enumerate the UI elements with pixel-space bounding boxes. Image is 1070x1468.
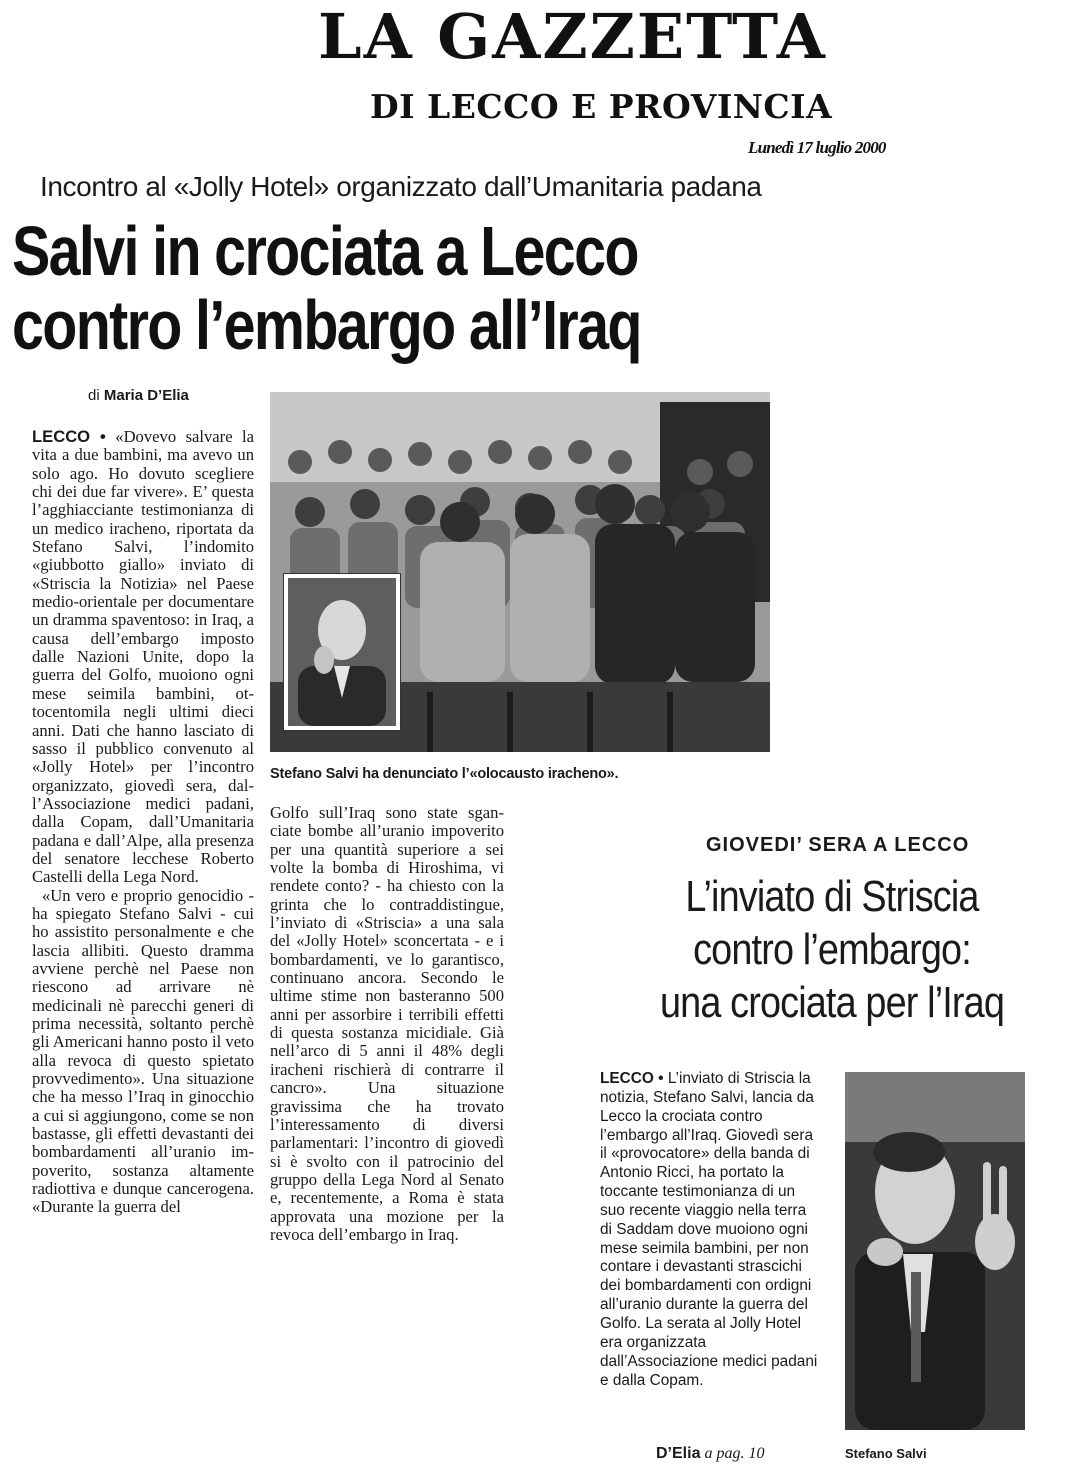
sidebar-dateline: LECCO • — [600, 1070, 664, 1087]
column-1-text: «Dovevo salvare la vita a due bambini, ma avevo un solo ago. Ho dovuto scegliere chi dei due far vivere». E’ questa l’agghiacciante testimonianza di un medico iracheno, riportata da Stefano Salvi, l’indomito «giubbotto giallo» inviato di «Striscia la Notizia» nel Paese medio-orientale per documentare un dramma spaventoso: in Iraq, a causa dell’embargo imposto dalle Nazioni Unite, dopo la guerra del Golfo, muoiono ogni mese seimila bambini, ottocentomila negli ultimi dieci anni. Dati che hanno lasciato di sasso il pubblico convenuto al «Jolly Hotel» per l’incontro organizzato, giovedì sera, dall’Associazione medici padani, dalla Copam, dall’Umanitaria padana e dall’Alpe, alla presenza del senatore lecchese Roberto Castelli della Lega Nord. — [32, 427, 254, 887]
column-1-paragraph-2: «Un vero e proprio genocidio - ha spiegato Stefano Salvi - cui ho assistito personalmente e che lascia allibiti. Questo dramma avviene perchè nel Paese non riescono ad arrivare nè medicinali nè parecchi generi di prima necessità, soltanto perchè gli Americani hanno posto il veto alla revoca di questo spietato provvedimento». Una situazione che ha messo l’Iraq in ginocchio a cui si aggiungono, come se non bastasse, gli effetti devastanti dei bombardamenti all’uranio impoverito, sostanza altamente radiottiva e dunque cancerogena. «Durante la guerra del — [32, 885, 254, 1217]
salvi-portrait-photo — [845, 1072, 1025, 1430]
sidebar-headline-line-1: L’inviato di Striscia — [685, 872, 979, 921]
sidebar-photo-caption: Stefano Salvi — [845, 1446, 927, 1461]
sidebar-headline-line-2: contro l’embargo: — [693, 925, 971, 974]
article-column-2: Golfo sull’Iraq sono state sganciate bombe all’uranio impoverito per una quantità superiore a sei volte la bomba di Hiroshima, vi rendete conto? - ha chiesto con la grinta che lo contraddistingue, l’inviato di «Striscia» a una sala del «Jolly Hotel» sconcertata - e i bombardamenti, ve lo garantisco, continuano ancora. Secondo le ultime stime non basteranno 500 anni per assorbire i terribili effetti di questa sostanza micidiale. Già nell’arco di 5 anni il 48% degli iracheni rischierà di contrarre il cancro». Una situazione gravissima che ha trovato l’interessamento di diversi parlamentari: l’incontro di giovedì si è svolto con il patrocinio del gruppo della Lega Nord al Senato e, recentemente, a Roma è stata approvata una mozione per la revoca dell’embargo in Iraq. — [270, 803, 504, 1244]
article-dateline: LECCO • — [32, 427, 106, 446]
xref-page: a pag. 10 — [704, 1445, 765, 1462]
masthead-subtitle: DI LECCO E PROVINCIA — [370, 87, 833, 126]
salvi-portrait-graphic — [845, 1072, 1025, 1430]
sidebar-headline — [643, 870, 1021, 1029]
article-kicker: Incontro al «Jolly Hotel» organizzato dall’Umanitaria padana — [40, 171, 762, 202]
headline-line-1: Salvi in crociata a Lecco — [12, 212, 638, 290]
inset-portrait-photo — [284, 574, 400, 730]
byline — [88, 386, 288, 406]
xref-author: D’Elia — [656, 1445, 701, 1462]
sidebar-column — [600, 1070, 822, 1390]
article-column-1 — [32, 428, 254, 1217]
page-cross-reference — [656, 1444, 836, 1464]
sidebar-section-label: GIOVEDI’ SERA A LECCO — [706, 834, 970, 856]
issue-date: Lunedì 17 luglio 2000 — [748, 138, 886, 157]
headline-line-2: contro l’embargo all’Iraq — [12, 286, 641, 364]
masthead-title: LA GAZZETTA — [318, 0, 827, 73]
sidebar-headline-line-3: una crociata per l’Iraq — [659, 978, 1005, 1027]
byline-author: Maria D’Elia — [103, 387, 189, 404]
byline-prefix: di — [88, 387, 100, 404]
sidebar-text: L’inviato di Striscia la notizia, Stefano Salvi, lancia da Lecco la crociata contro l’embargo all’Iraq. Giovedì sera il «provocatore» della banda di Antonio Ricci, ha portato la toccante testimonianza di un suo recente viaggio nella terra di Saddam dove muoiono ogni mese seimila bambini, per non contare i devastanti strascichi dei bombardamenti con ordigni all’uranio durante la guerra del Golfo. La serata al Jolly Hotel era organizzata dall’Associazione medici padani e dalla Copam. — [600, 1070, 818, 1389]
article-headline — [12, 214, 660, 362]
inset-portrait-graphic — [288, 578, 396, 726]
photo-caption: Stefano Salvi ha denunciato l’«olocausto iracheno». — [270, 766, 619, 782]
column-1-paragraph-1 — [32, 428, 254, 887]
